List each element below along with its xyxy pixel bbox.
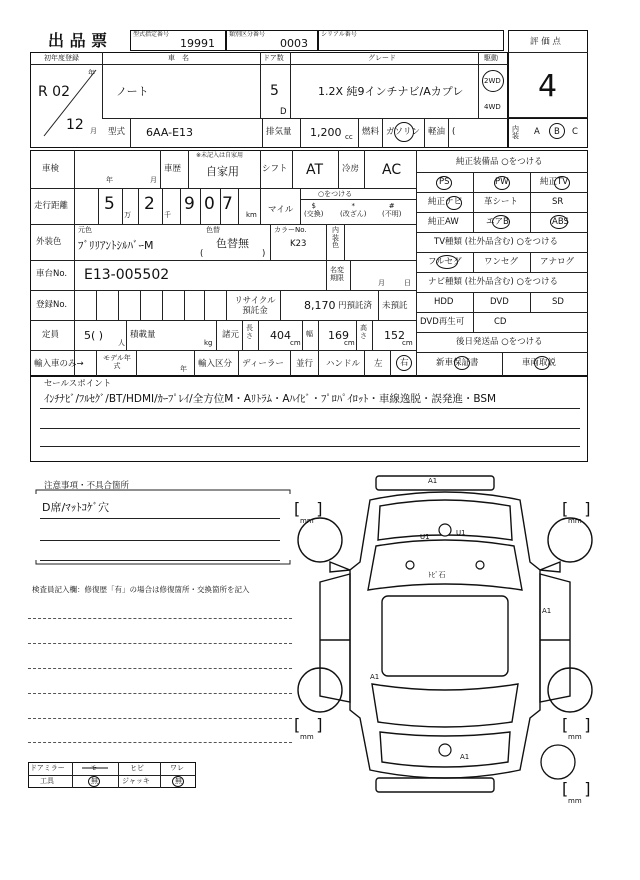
equip-leather: 革シート	[484, 197, 519, 207]
year-unit: 年	[88, 69, 95, 77]
grade-label: グレード	[368, 54, 396, 62]
fuel-label: 燃料	[362, 127, 380, 137]
interior-a: A	[534, 127, 540, 137]
import-dealer: ディーラー	[242, 359, 284, 369]
mileage-man: 万	[124, 211, 131, 219]
damage-a1-right: A1	[542, 607, 552, 615]
repaint-paren-close: )	[262, 249, 266, 259]
model-spec-label: 型式指定番号	[133, 31, 170, 38]
notes-label: 注意事項・不具合箇所	[44, 481, 130, 491]
tyre-depth-spare: [ ]	[562, 779, 591, 798]
damage-tobi: ﾄﾋﾞ石	[428, 571, 446, 579]
first-reg-era: R 02	[38, 84, 70, 100]
shift-label: シフト	[262, 164, 288, 174]
model-year-unit: 年	[180, 365, 187, 373]
score-value: 4	[538, 69, 558, 104]
equip-airbag: エアB	[486, 217, 509, 227]
repaint-value: 色替無	[216, 237, 249, 250]
notes-bracket	[30, 488, 294, 568]
recycle-unpaid: 未預託	[382, 301, 408, 311]
name-change-month: 月	[378, 279, 385, 287]
equip-tv: 純正TV	[540, 177, 569, 187]
load-unit: kg	[204, 339, 213, 347]
repaint-paren-open: (	[200, 249, 204, 259]
navi-hdd: HDD	[434, 297, 454, 307]
fuel-diesel: 軽油	[428, 127, 446, 137]
height-label: 高さ	[360, 324, 367, 340]
damage-a1-left: A1	[370, 673, 380, 681]
door-label: ドア数	[263, 54, 284, 62]
length-value: 404	[270, 329, 291, 342]
dims-label: 諸元	[222, 330, 240, 340]
displacement-label: 排気量	[266, 127, 292, 137]
score-label: 評 価 点	[530, 37, 561, 47]
tyre-depth-fr: [ ]	[562, 499, 591, 518]
navi-sd: SD	[552, 297, 564, 307]
navi-dvd-play: DVD再生可	[420, 317, 465, 327]
first-reg-month: 12	[66, 117, 84, 133]
height-unit: cm	[402, 339, 413, 347]
model-year-label: モデル年式	[103, 354, 131, 371]
width-label: 幅	[306, 330, 313, 338]
displacement-value: 1,200	[310, 126, 342, 139]
mileage-digit-3: 9	[184, 194, 195, 214]
chassis-label: 車台No.	[36, 269, 68, 279]
reg-label: 登録No.	[36, 300, 68, 310]
import-class-label: 輸入区分	[198, 359, 233, 369]
sales-label: セールスポイント	[44, 379, 112, 389]
mileage-digit-4: 0	[204, 194, 215, 214]
mileage-sen: 千	[164, 211, 171, 219]
equip-aw: 純正AW	[428, 217, 459, 227]
equip-abs: ABS	[552, 217, 569, 227]
car-name-label: 車 名	[168, 54, 189, 62]
fuel-gasoline: ガソリン	[386, 127, 421, 137]
navi-title: ナビ種類 (社外品含む) ○をつける	[428, 277, 558, 287]
later-manual: 車両取説	[522, 358, 557, 368]
length-label: 長さ	[246, 324, 253, 340]
door-type: D	[280, 107, 287, 117]
load-label: 積載量	[130, 330, 156, 340]
repaint-label: 色替	[206, 226, 220, 234]
fuel-other: ( )	[452, 127, 510, 137]
meter-exchange: $ (交換)	[304, 202, 324, 219]
handle-right: 右	[400, 358, 409, 368]
damage-u1-b: U1	[456, 529, 466, 537]
tyre-depth-fl: [ ]	[294, 499, 323, 518]
sales-box	[30, 376, 588, 462]
later-warranty: 新車保証書	[436, 358, 479, 368]
jack-label: ジャッキ	[122, 777, 150, 785]
history-note: ※未記入は自家用	[196, 152, 244, 159]
height-value: 152	[384, 329, 405, 342]
car-name: ノート	[116, 85, 149, 98]
shaken-month: 月	[150, 176, 157, 184]
first-reg-label: 初年度登録	[44, 54, 79, 62]
name-change-day: 日	[404, 279, 411, 287]
model-spec-value: 19991	[180, 37, 215, 50]
capacity-label: 定員	[42, 330, 60, 340]
mileage-label: 走行距離	[34, 201, 69, 211]
equip-navi: 純正ナビ	[428, 197, 463, 207]
damage-u1-a: U1	[420, 533, 430, 541]
orig-color-label: 元色	[78, 226, 92, 234]
orig-color-value: ﾌﾞﾘﾘｱﾝﾄｼﾙﾊﾞｰM	[78, 239, 154, 252]
damage-a1-top: A1	[428, 477, 438, 485]
drive-2wd: 2WD	[484, 77, 501, 85]
mileage-km: km	[246, 211, 257, 219]
tv-oneseg: ワンセグ	[484, 257, 519, 267]
notes-text: D席/ﾏｯﾄｺｹﾞ穴	[42, 501, 110, 514]
interior-label: 内装	[512, 125, 519, 140]
tyre-depth-rl: [ ]	[294, 715, 323, 734]
mileage-digit-5: 7	[222, 194, 233, 214]
equip-ps: PS	[439, 177, 450, 187]
chassis-value: E13-005502	[84, 267, 170, 283]
handle-left: 左	[374, 359, 383, 369]
tyre-mm-rr: mm	[568, 733, 582, 741]
mileage-digit-1: 5	[104, 194, 115, 214]
aircon-label: 冷房	[342, 164, 360, 174]
history-label: 車歴	[164, 164, 182, 174]
model-label: 型式	[108, 127, 126, 137]
shift-value: AT	[306, 162, 324, 178]
meter-unknown: # (不明)	[382, 202, 402, 219]
tool-label: 工具	[40, 777, 54, 785]
model-value: 6AA-E13	[146, 126, 194, 139]
ex-color-label: 外装色	[36, 237, 62, 247]
aircon-value: AC	[382, 162, 402, 178]
inspector-label: 検査員記入欄：修復歴「有」の場合は修復箇所・交換箇所を記入	[32, 585, 250, 594]
crack-ware: ワレ	[170, 764, 184, 772]
shaken-label: 車検	[42, 164, 60, 174]
tv-analog: アナログ	[540, 257, 575, 267]
serial-label: シリアル番号	[321, 31, 357, 38]
crack-hibi: ヒビ	[130, 764, 144, 772]
color-no-value: K23	[290, 239, 307, 249]
sales-text: ｲﾝﾁﾅﾋﾞ/ﾌﾙｾｸﾞ/BT/HDMI/ｶｰﾌﾟﾚｲ/全方位M・Aﾘﾄﾗﾑ・Aﾊｲﾋﾞ・ﾌﾟﾛﾊﾟｲﾛｯﾄ・車線逸脱・誤発進・BSM	[44, 393, 497, 405]
meter-modified: * (改ざん)	[340, 202, 367, 219]
interior-c: C	[572, 127, 578, 137]
month-unit: 月	[90, 127, 97, 135]
capacity-value: 5( )	[84, 329, 104, 342]
doors-value: 5	[270, 83, 279, 99]
length-unit: cm	[290, 339, 301, 347]
name-change-label: 名変期限	[330, 266, 344, 283]
color-no-label: カラーNo.	[274, 226, 307, 234]
navi-cd: CD	[494, 317, 507, 327]
int-color-label: 内装色	[332, 226, 339, 250]
cc-unit: cc	[345, 133, 353, 141]
mileage-digit-2: 2	[144, 194, 155, 214]
document-title: 出 品 票	[48, 31, 108, 50]
navi-dvd: DVD	[490, 297, 509, 307]
tyre-mm-rl: mm	[300, 733, 314, 741]
damage-a1-bottom: A1	[460, 753, 470, 761]
interior-b: B	[554, 127, 560, 137]
grade-value: 1.2X 純9インチナビ/Aカプレ	[318, 85, 464, 98]
equip-sr: SR	[552, 197, 564, 207]
tool-state: 無	[91, 777, 98, 785]
width-unit: cm	[344, 339, 355, 347]
import-label: 輸入車のみ→	[34, 359, 84, 369]
tv-title: TV種類 (社外品含む) ○をつける	[434, 237, 558, 247]
class-label: 類別区分番号	[229, 31, 266, 38]
meter-circle-note: ○をつける	[318, 190, 353, 198]
capacity-unit: 人	[118, 339, 125, 347]
drive-4wd: 4WD	[484, 103, 501, 111]
jack-state: 無	[175, 777, 182, 785]
handle-label: ハンドル	[326, 359, 361, 369]
recycle-label: リサイクル預託金	[234, 296, 276, 317]
genuine-title: 純正装備品 ○をつける	[456, 157, 543, 167]
mile-label: マイル	[268, 205, 294, 215]
mirror-label: ドアミラー	[30, 764, 65, 772]
width-value: 169	[328, 329, 349, 342]
drive-label: 駆動	[484, 54, 498, 62]
mirror-strike	[80, 762, 110, 775]
recycle-value: 8,170	[304, 299, 336, 312]
import-parallel: 並行	[296, 359, 314, 369]
tyre-mm-fl: mm	[300, 517, 314, 525]
tv-fullseg: フルセグ	[428, 257, 462, 267]
class-value: 0003	[280, 37, 308, 50]
shaken-year: 年	[106, 176, 113, 184]
tyre-depth-rr: [ ]	[562, 715, 591, 734]
equip-pw: PW	[495, 177, 509, 187]
recycle-paid: 円預託済	[338, 301, 373, 311]
mirror-state: モ	[90, 764, 97, 772]
tyre-mm-spare: mm	[568, 797, 582, 805]
tyre-mm-fr: mm	[568, 517, 582, 525]
later-title: 後日発送品 ○をつける	[456, 337, 543, 347]
history-value: 自家用	[206, 165, 239, 178]
